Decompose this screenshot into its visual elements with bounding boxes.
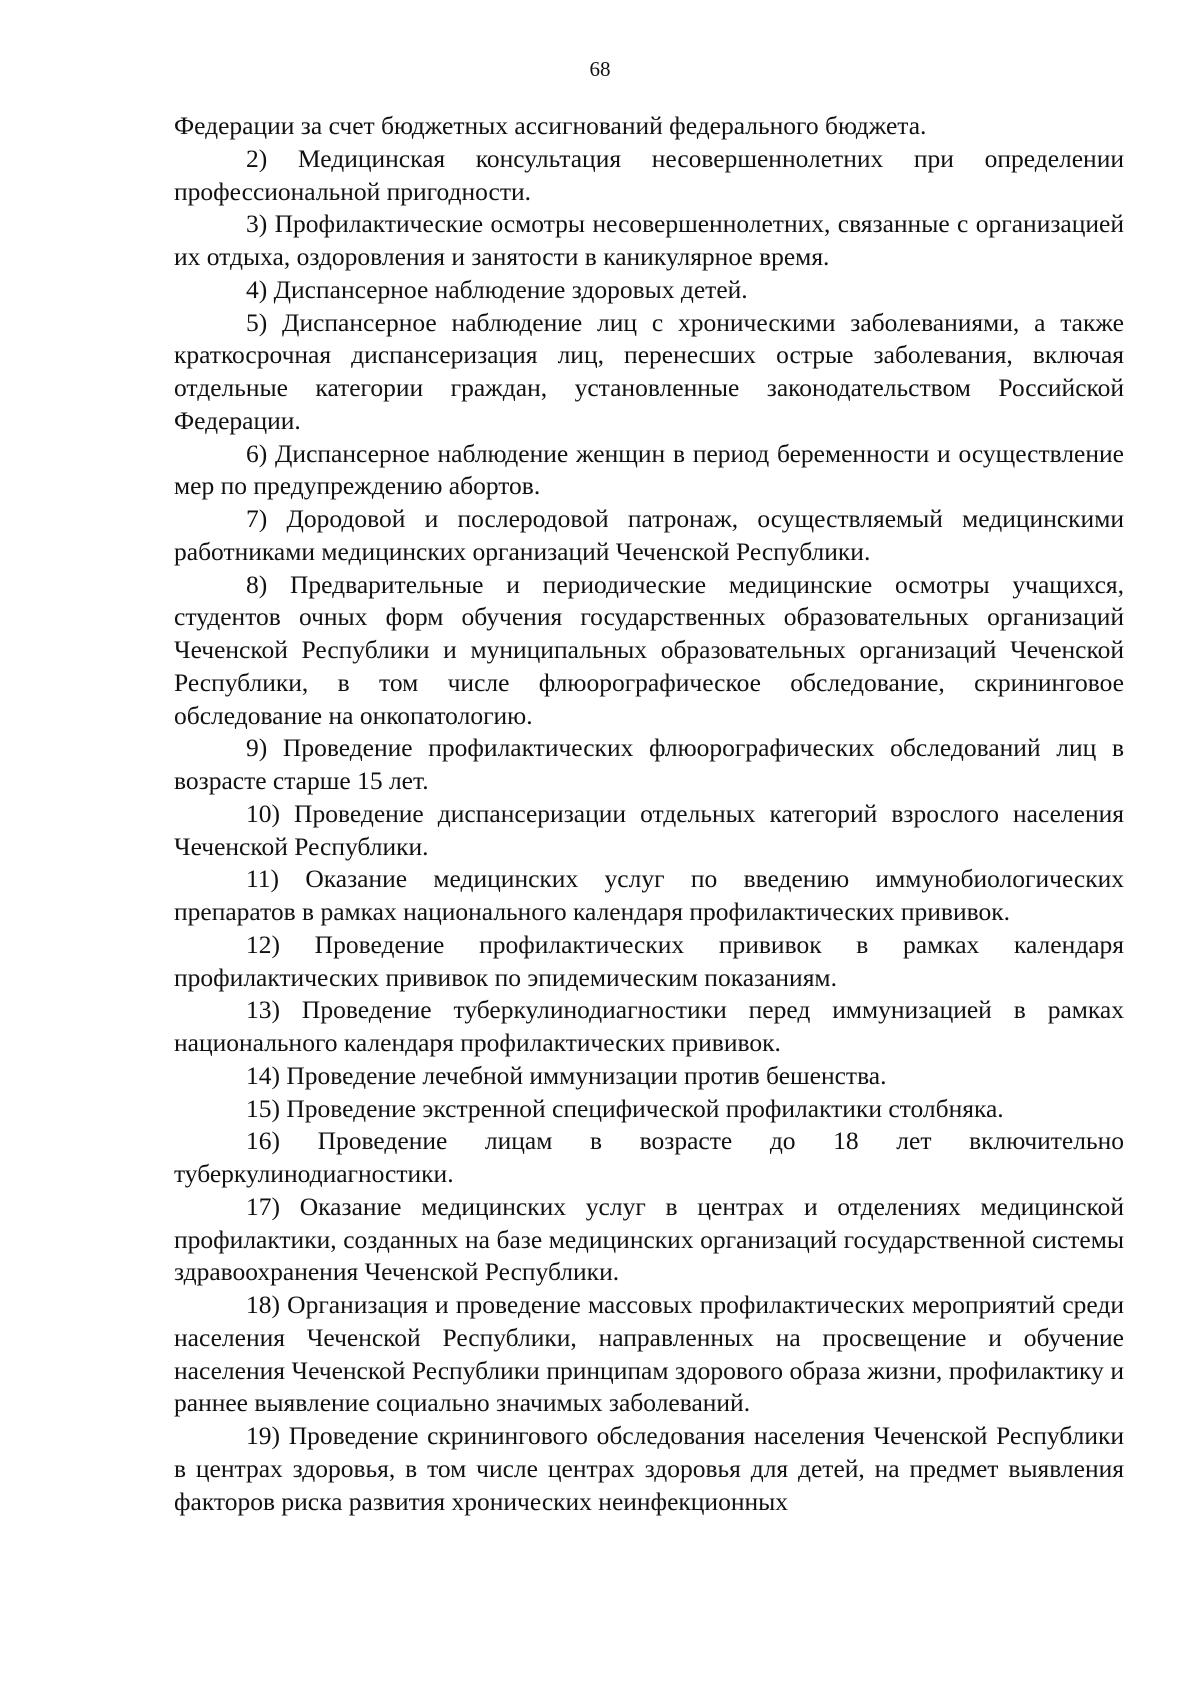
paragraph-item-5: 5) Диспансерное наблюдение лиц с хроническими заболеваниями, а также краткосрочная диспансеризация лиц, перенесших острые заболевания, включая отдельные категории граждан, установленные законодательством Российской Федерации. bbox=[174, 307, 1124, 435]
paragraph-item-18: 18) Организация и проведение массовых профилактических мероприятий среди населения Чеченской Республики, направленных на просвещение и обучение населения Чеченской Республики принципам здорового образа жизни, профилактику и раннее выявление социально значимых заболеваний. bbox=[174, 1290, 1124, 1418]
document-body bbox=[174, 110, 1124, 1518]
paragraph-item-12: 12) Проведение профилактических прививок в рамках календаря профилактических прививок по эпидемическим показаниям. bbox=[174, 929, 1124, 992]
paragraph-item-16: 16) Проведение лицам в возрасте до 18 лет включительно туберкулинодиагностики. bbox=[174, 1126, 1124, 1188]
paragraph-item-10: 10) Проведение диспансеризации отдельных категорий взрослого населения Чеченской Республики. bbox=[174, 798, 1124, 861]
paragraph-item-7: 7) Дородовой и послеродовой патронаж, осуществляемый медицинскими работниками медицинских организаций Чеченской Республики. bbox=[174, 504, 1124, 566]
paragraph-item-15: 15) Проведение экстренной специфической профилактики столбняка. bbox=[246, 1093, 1004, 1123]
paragraph-item-8: 8) Предварительные и периодические медицинские осмотры учащихся, студентов очных форм обучения государственных образовательных организаций Чеченской Республики и муниципальных образовательных организаций Чеченской Республики, в том числе флюорографическое обследование, скрининговое обследование на онкопатологию. bbox=[174, 569, 1124, 730]
paragraph-item-6: 6) Диспансерное наблюдение женщин в период беременности и осуществление мер по предупреждению абортов. bbox=[174, 438, 1124, 501]
paragraph-continuation: Федерации за счет бюджетных ассигнований федерального бюджета. bbox=[174, 111, 927, 140]
paragraph-item-14: 14) Проведение лечебной иммунизации против бешенства. bbox=[246, 1060, 887, 1090]
paragraph-item-2: 2) Медицинская консультация несовершеннолетних при определении профессиональной пригодности. bbox=[174, 143, 1124, 206]
paragraph-item-3: 3) Профилактические осмотры несовершеннолетних, связанные с организацией их отдыха, оздоровления и занятости в каникулярное время. bbox=[174, 209, 1124, 271]
paragraph-item-4: 4) Диспансерное наблюдение здоровых детей. bbox=[246, 274, 748, 304]
paragraph-item-9: 9) Проведение профилактических флюорографических обследований лиц в возрасте старше 15 лет. bbox=[174, 733, 1124, 795]
paragraph-item-17: 17) Оказание медицинских услуг в центрах и отделениях медицинской профилактики, созданных на базе медицинских организаций государственной системы здравоохранения Чеченской Республики. bbox=[174, 1191, 1124, 1287]
page-number: 68 bbox=[589, 57, 611, 81]
paragraph-item-11: 11) Оказание медицинских услуг по введению иммунобиологических препаратов в рамках национального календаря профилактических прививок. bbox=[174, 864, 1124, 926]
paragraph-item-19: 19) Проведение скринингового обследования населения Чеченской Республики в центрах здоровья, в том числе центрах здоровья для детей, на предмет выявления факторов риска развития хронических неинфекционных bbox=[174, 1421, 1124, 1516]
paragraph-item-13: 13) Проведение туберкулинодиагностики перед иммунизацией в рамках национального календаря профилактических прививок. bbox=[174, 995, 1124, 1057]
